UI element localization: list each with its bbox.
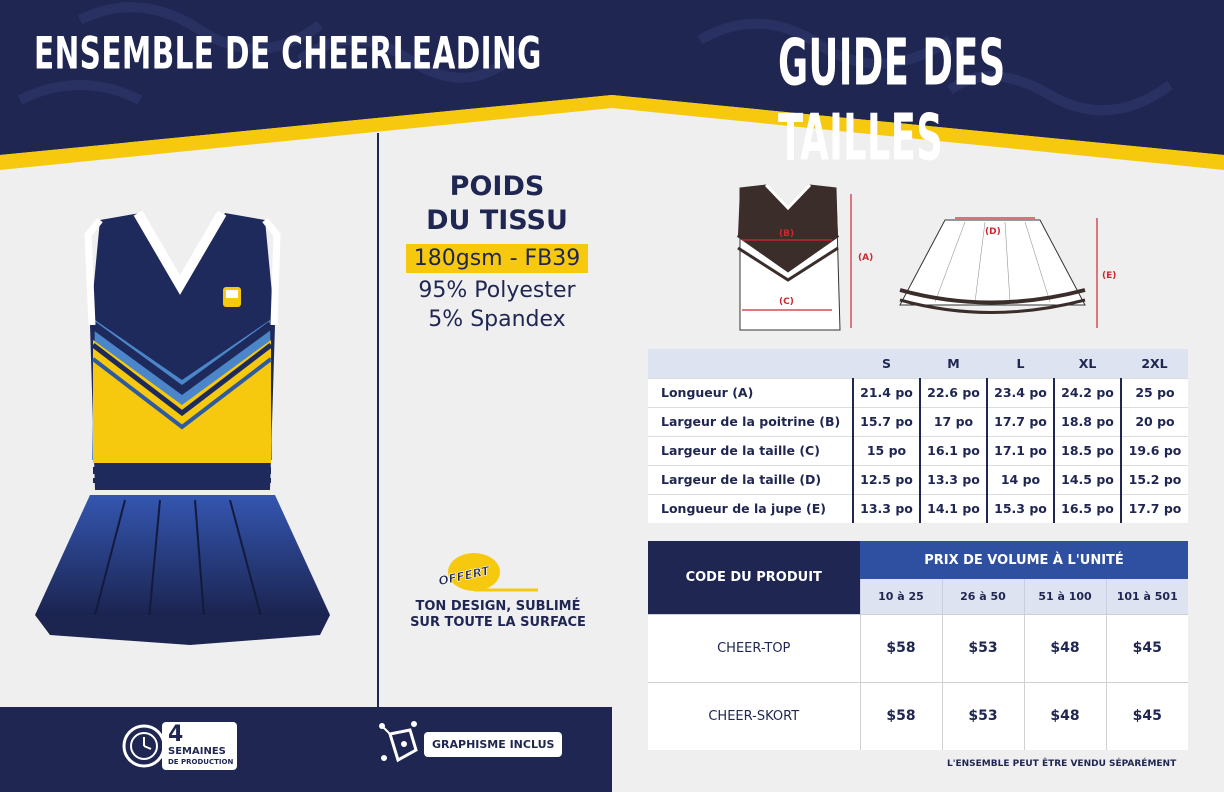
size-cell: 14.5 po bbox=[1054, 465, 1121, 494]
size-cell: 17.1 po bbox=[987, 436, 1054, 465]
top-measurement-diagram bbox=[728, 180, 878, 335]
table-row bbox=[648, 465, 1188, 494]
price-cell: $48 bbox=[1024, 614, 1106, 682]
size-cell: 13.3 po bbox=[853, 494, 920, 523]
fabric-composition-line2: 5% Spandex bbox=[428, 307, 566, 332]
size-cell: 15.2 po bbox=[1121, 465, 1188, 494]
diagram-label-c: (C) bbox=[779, 297, 794, 307]
fabric-code: 180gsm - FB39 bbox=[406, 244, 589, 273]
offer-line1: TON DESIGN, SUBLIMÉ bbox=[415, 599, 581, 614]
row-label: Longueur de la jupe (E) bbox=[648, 494, 853, 523]
price-cell: $45 bbox=[1106, 614, 1188, 682]
header-left-title: ENSEMBLE DE CHEERLEADING bbox=[34, 28, 542, 80]
size-table-header-row bbox=[648, 349, 1188, 378]
size-cell: 12.5 po bbox=[853, 465, 920, 494]
offer-badge-label: OFFERT bbox=[437, 563, 491, 589]
price-cell: $53 bbox=[942, 682, 1024, 750]
size-cell: 13.3 po bbox=[920, 465, 987, 494]
size-table bbox=[648, 349, 1188, 523]
size-cell: 18.8 po bbox=[1054, 407, 1121, 436]
size-cell: 15.3 po bbox=[987, 494, 1054, 523]
weeks-sub: DE PRODUCTION bbox=[168, 758, 234, 766]
size-col-m: M bbox=[920, 349, 987, 378]
diagram-label-b: (B) bbox=[779, 229, 795, 239]
table-row bbox=[648, 436, 1188, 465]
weeks-label: SEMAINES bbox=[168, 746, 226, 757]
price-cell: $58 bbox=[860, 614, 942, 682]
row-label: Largeur de la taille (D) bbox=[648, 465, 853, 494]
table-row bbox=[648, 682, 1188, 750]
price-cell: $45 bbox=[1106, 682, 1188, 750]
table-row bbox=[648, 494, 1188, 523]
cheer-uniform-image bbox=[30, 205, 335, 650]
size-cell: 22.6 po bbox=[920, 378, 987, 407]
size-cell: 25 po bbox=[1121, 378, 1188, 407]
size-col-l: L bbox=[987, 349, 1054, 378]
size-col-s: S bbox=[853, 349, 920, 378]
size-table-corner bbox=[648, 349, 853, 378]
offer-text bbox=[400, 599, 596, 631]
design-included-badge bbox=[376, 718, 562, 770]
price-table bbox=[648, 541, 1188, 750]
size-col-2xl: 2XL bbox=[1121, 349, 1188, 378]
diagram-label-d: (D) bbox=[985, 227, 1001, 237]
fabric-composition-line1: 95% Polyester bbox=[418, 278, 576, 303]
diagram-label-a: (A) bbox=[858, 253, 874, 263]
fabric-info bbox=[392, 170, 602, 334]
size-cell: 20 po bbox=[1121, 407, 1188, 436]
product-code: CHEER-TOP bbox=[648, 614, 860, 682]
size-cell: 16.1 po bbox=[920, 436, 987, 465]
size-cell: 21.4 po bbox=[853, 378, 920, 407]
vertical-divider bbox=[377, 133, 379, 708]
price-cell: $53 bbox=[942, 614, 1024, 682]
row-label: Largeur de la taille (C) bbox=[648, 436, 853, 465]
table-row bbox=[648, 407, 1188, 436]
diagram-label-e: (E) bbox=[1102, 271, 1117, 281]
size-cell: 14.1 po bbox=[920, 494, 987, 523]
skirt-measurement-diagram bbox=[895, 210, 1125, 335]
separate-sale-note: L'ENSEMBLE PEUT ÊTRE VENDU SÉPARÉMENT bbox=[947, 759, 1177, 769]
size-cell: 14 po bbox=[987, 465, 1054, 494]
clock-icon bbox=[120, 722, 168, 770]
fabric-title-line2: DU TISSU bbox=[426, 205, 568, 236]
size-cell: 16.5 po bbox=[1054, 494, 1121, 523]
price-cell: $48 bbox=[1024, 682, 1106, 750]
header-right-title: GUIDE DES TAILLES bbox=[778, 26, 1006, 176]
price-table-header-row bbox=[648, 541, 1188, 579]
range-header: 26 à 50 bbox=[942, 579, 1024, 614]
price-cell: $58 bbox=[860, 682, 942, 750]
offer-line2: SUR TOUTE LA SURFACE bbox=[410, 615, 586, 630]
size-cell: 17.7 po bbox=[1121, 494, 1188, 523]
size-cell: 23.4 po bbox=[987, 378, 1054, 407]
size-cell: 24.2 po bbox=[1054, 378, 1121, 407]
weeks-pill bbox=[162, 722, 237, 770]
table-row bbox=[648, 614, 1188, 682]
product-code-header: CODE DU PRODUIT bbox=[648, 541, 860, 614]
row-label: Largeur de la poitrine (B) bbox=[648, 407, 853, 436]
range-header: 51 à 100 bbox=[1024, 579, 1106, 614]
size-col-xl: XL bbox=[1054, 349, 1121, 378]
size-cell: 15 po bbox=[853, 436, 920, 465]
size-cell: 17.7 po bbox=[987, 407, 1054, 436]
range-header: 10 à 25 bbox=[860, 579, 942, 614]
pen-nib-icon bbox=[376, 718, 428, 770]
weeks-number: 4 bbox=[168, 722, 184, 747]
size-cell: 17 po bbox=[920, 407, 987, 436]
row-label: Longueur (A) bbox=[648, 378, 853, 407]
design-label: GRAPHISME INCLUS bbox=[424, 732, 562, 757]
size-cell: 18.5 po bbox=[1054, 436, 1121, 465]
production-weeks-badge bbox=[120, 722, 237, 770]
size-cell: 15.7 po bbox=[853, 407, 920, 436]
product-code: CHEER-SKORT bbox=[648, 682, 860, 750]
fabric-title-line1: POIDS bbox=[449, 171, 545, 202]
range-header: 101 à 501 bbox=[1106, 579, 1188, 614]
volume-price-header: PRIX DE VOLUME À L'UNITÉ bbox=[860, 541, 1188, 579]
size-cell: 19.6 po bbox=[1121, 436, 1188, 465]
table-row bbox=[648, 378, 1188, 407]
offer-badge bbox=[432, 550, 542, 598]
